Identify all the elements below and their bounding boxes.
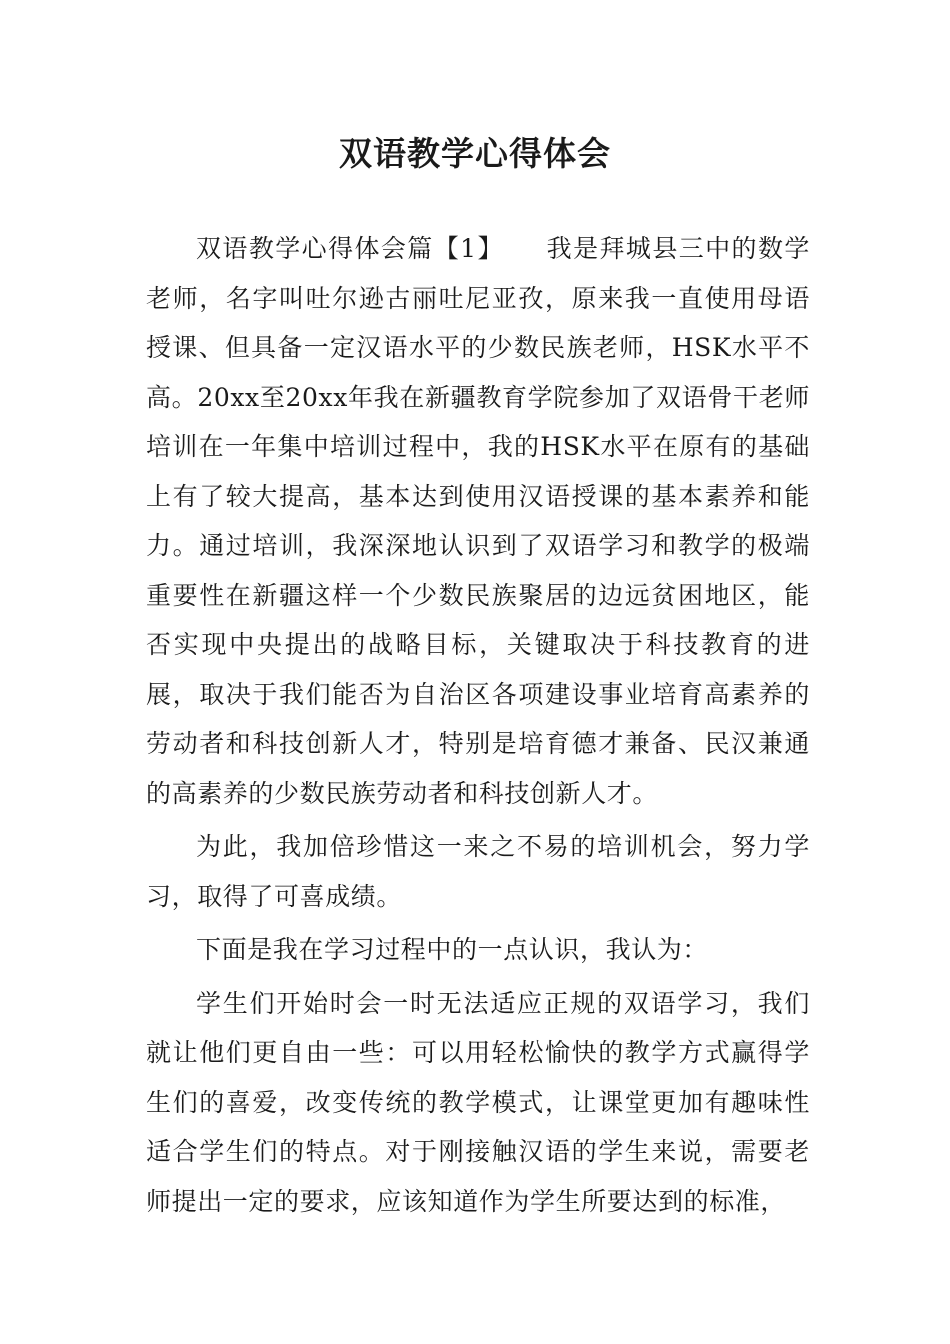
- document-body: [146, 224, 810, 1230]
- document-title: 双语教学心得体会: [339, 134, 611, 173]
- section-heading: 双语教学心得体会篇【1】: [196, 234, 504, 263]
- paragraph-2: 为此，我加倍珍惜这一来之不易的培训机会，努力学习，取得了可喜成绩。: [146, 832, 810, 911]
- paragraph-1-text: 我是拜城县三中的数学老师，名字叫吐尔逊古丽吐尼亚孜，原来我一直使用母语授课、但具备一定汉语水平的少数民族老师，HSK水平不高。20xx至20xx年我在新疆教育学院参加了双语骨干老师培训在一年集中培训过程中，我的HSK水平在原有的基础上有了较大提高，基本达到使用汉语授课的基本素养和能力。通过培训，我深深地认识到了双语学习和教学的极端重要性在新疆这样一个少数民族聚居的边远贫困地区，能否实现中央提出的战略目标，关键取决于科技教育的进展，取决于我们能否为自治区各项建设事业培育高素养的劳动者和科技创新人才，特别是培育德才兼备、民汉兼通的高素养的少数民族劳动者和科技创新人才。: [146, 234, 810, 808]
- paragraph-3: 下面是我在学习过程中的一点认识，我认为：: [196, 935, 709, 964]
- paragraph-4: 学生们开始时会一时无法适应正规的双语学习，我们就让他们更自由一些：可以用轻松愉快的教学方式赢得学生们的喜爱，改变传统的教学模式，让课堂更加有趣味性适合学生们的特点。对于刚接触汉语的学生来说，需要老师提出一定的要求，应该知道作为学生所要达到的标准，: [146, 988, 810, 1216]
- paragraph-1: [146, 224, 810, 818]
